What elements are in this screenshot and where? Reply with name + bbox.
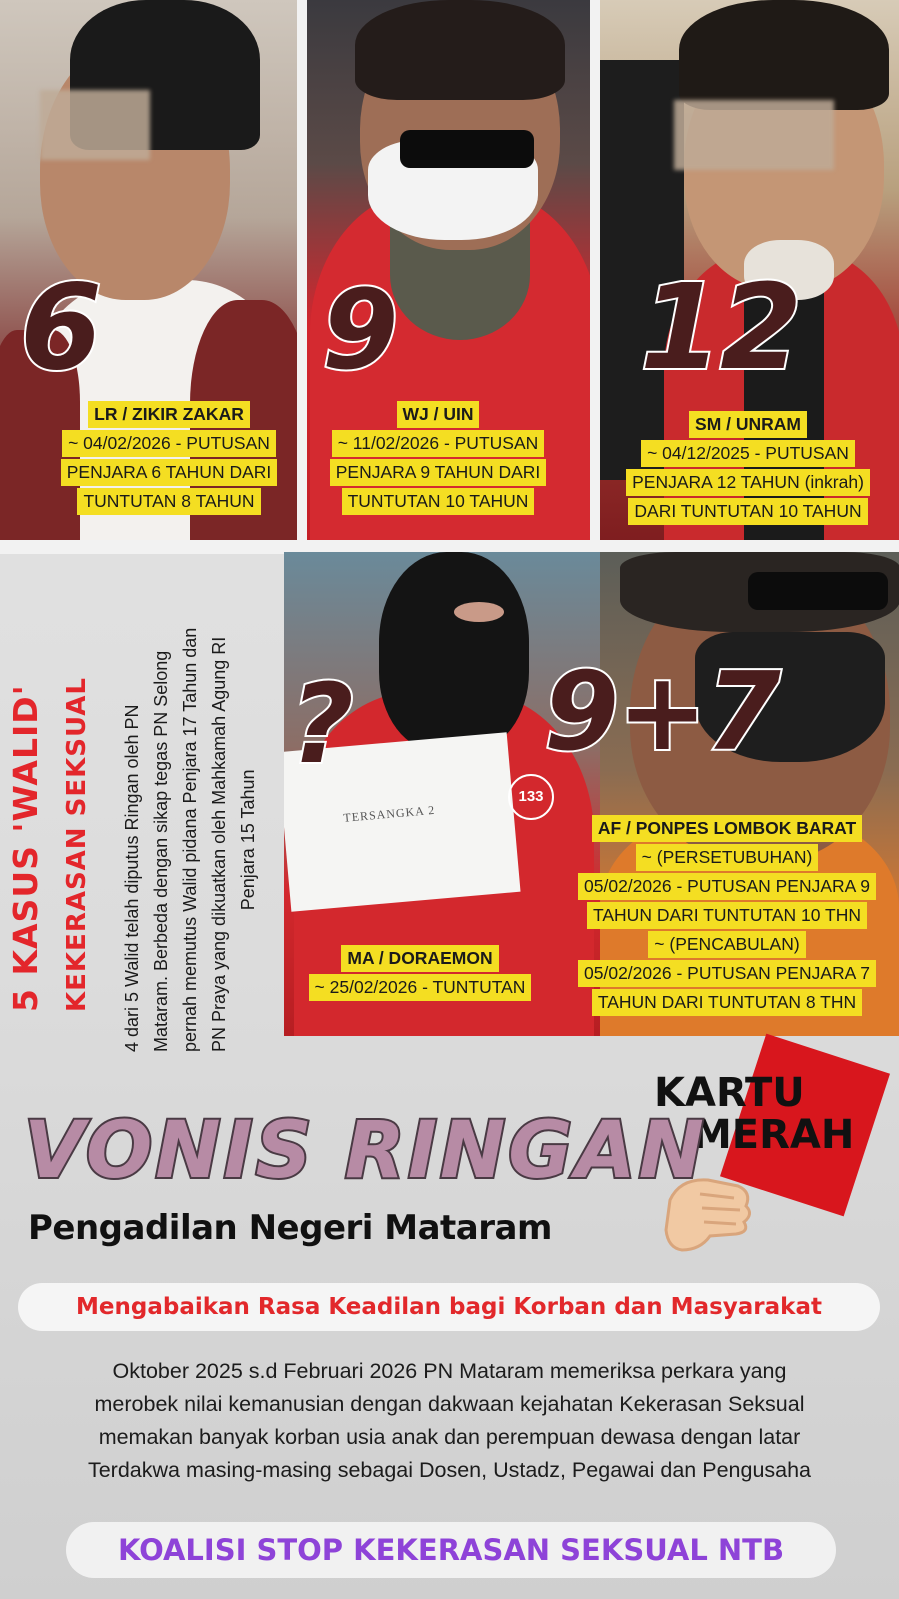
caption-3-line: PENJARA 12 TAHUN (inkrah) — [626, 469, 870, 496]
paragraph-line: Terdakwa masing-masing sebagai Dosen, Ustadz, Pegawai dan Pengusaha — [87, 1458, 812, 1482]
number-9-plus-7: 9+7 — [544, 650, 779, 775]
eye-censor-bar — [400, 130, 534, 168]
caption-3-title: SM / UNRAM — [689, 411, 807, 438]
caption-4 — [290, 944, 550, 1002]
hair — [679, 0, 889, 110]
number-6: 6 — [20, 258, 101, 396]
caption-3 — [612, 410, 884, 526]
caption-1-title: LR / ZIKIR ZAKAR — [88, 401, 250, 428]
caption-5-title: AF / PONPES LOMBOK BARAT — [592, 815, 862, 842]
caption-2-line: PENJARA 9 TAHUN DARI — [330, 459, 547, 486]
headline-vonis-ringan: VONIS RINGAN — [24, 1106, 707, 1196]
kartu-line2: MERAH — [692, 1112, 855, 1158]
paragraph-line: Oktober 2025 s.d Februari 2026 PN Mataram memeriksa perkara yang — [112, 1359, 787, 1383]
hair — [355, 0, 565, 100]
side-desc-line: 4 dari 5 Walid telah diputus Ringan oleh PN — [122, 704, 142, 1052]
number-question: ? — [290, 660, 352, 788]
eye-censor-bar — [748, 572, 888, 610]
headline-pn-mataram: Pengadilan Negeri Mataram — [28, 1208, 552, 1248]
badge-133: 133 — [508, 774, 554, 820]
caption-5-line: 05/02/2026 - PUTUSAN PENJARA 9 — [578, 873, 876, 900]
caption-3-line: DARI TUNTUTAN 10 TAHUN — [628, 498, 867, 525]
caption-5-line: ~ (PENCABULAN) — [648, 931, 805, 958]
side-desc-line: Penjara 15 Tahun — [238, 769, 258, 911]
caption-1-line: PENJARA 6 TAHUN DARI — [61, 459, 278, 486]
caption-5-line: TAHUN DARI TUNTUTAN 10 THN — [587, 902, 867, 929]
number-9: 9 — [322, 266, 397, 394]
torn-edge-2 — [590, 0, 600, 544]
side-title-line1: 5 KASUS 'WALID' — [6, 684, 45, 1012]
tagline: Mengabaikan Rasa Keadilan bagi Korban dan Masyarakat — [18, 1283, 880, 1331]
paragraph-line: memakan banyak korban usia anak dan perempuan dewasa dengan latar — [98, 1425, 801, 1449]
caption-3-line: ~ 04/12/2025 - PUTUSAN — [641, 440, 855, 467]
balaclava — [379, 552, 529, 752]
side-title-line2: KEKERASAN SEKSUAL — [62, 677, 92, 1012]
footer-koalisi: KOALISI STOP KEKERASAN SEKSUAL NTB — [66, 1522, 836, 1578]
caption-2-title: WJ / UIN — [397, 401, 480, 428]
balaclava-eyes — [454, 602, 504, 622]
caption-2-line: TUNTUTAN 10 TAHUN — [342, 488, 535, 515]
caption-2-line: ~ 11/02/2026 - PUTUSAN — [332, 430, 545, 457]
kartu-line1: KARTU — [654, 1070, 805, 1116]
caption-5-line: ~ (PERSETUBUHAN) — [636, 844, 819, 871]
caption-5-line: TAHUN DARI TUNTUTAN 8 THN — [592, 989, 862, 1016]
paragraph-line: merobek nilai kemanusian dengan dakwaan kejahatan Kekerasan Seksual — [94, 1392, 805, 1416]
side-desc-line: pernah memutus Walid pidana Penjara 17 Tahun dan — [180, 627, 200, 1052]
caption-4-line: ~ 25/02/2026 - TUNTUTAN — [309, 974, 532, 1001]
caption-5-line: 05/02/2026 - PUTUSAN PENJARA 7 — [578, 960, 876, 987]
face-blur — [674, 100, 834, 170]
caption-4-title: MA / DORAEMON — [341, 945, 498, 972]
caption-1-line: TUNTUTAN 8 TAHUN — [77, 488, 260, 515]
face-blur — [40, 90, 150, 160]
side-description — [118, 628, 263, 1052]
side-desc-line: Mataram. Berbeda dengan sikap tegas PN Selong — [151, 650, 171, 1052]
caption-2 — [320, 400, 556, 516]
paper-text: TERSANGKA 2 — [342, 802, 436, 825]
side-desc-line: PN Praya yang dikuatkan oleh Mahkamah Agung RI — [209, 636, 229, 1052]
caption-1 — [36, 400, 302, 516]
body-paragraph — [10, 1355, 889, 1487]
number-12: 12 — [640, 258, 801, 396]
caption-1-line: ~ 04/02/2026 - PUTUSAN — [62, 430, 276, 457]
caption-5 — [574, 814, 880, 1017]
